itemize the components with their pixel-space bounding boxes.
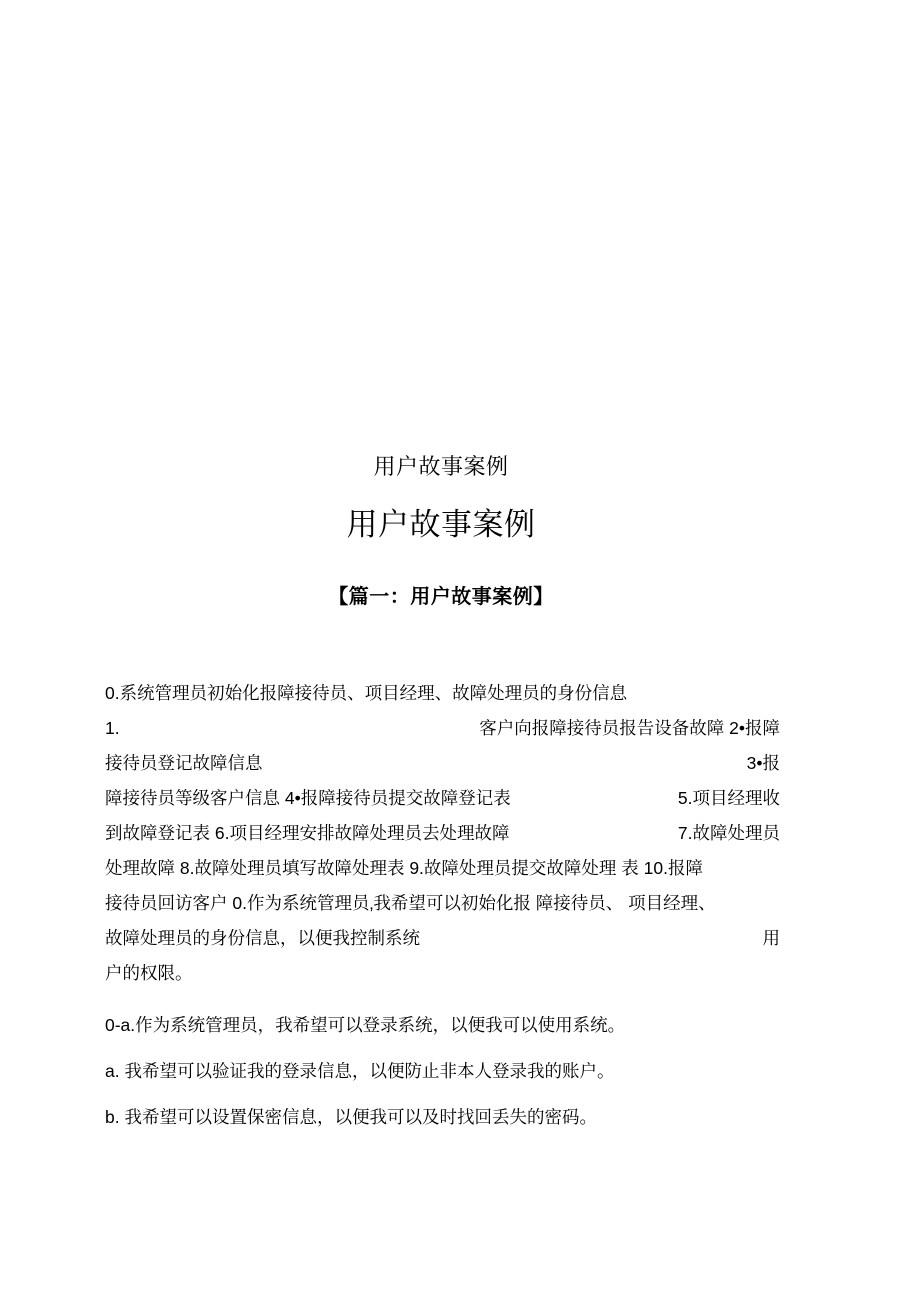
justify-gap xyxy=(263,746,747,781)
document-title-large: 用户故事案例 xyxy=(346,507,536,542)
story-line: b. 我希望可以设置保密信息，以便我可以及时找回丢失的密码。 xyxy=(105,1107,597,1127)
paragraph-spacer xyxy=(105,1089,780,1100)
paragraph-spacer xyxy=(105,1043,780,1054)
workflow-line xyxy=(105,711,780,746)
workflow-line: 接待员回访客户 0.作为系统管理员‚我希望可以初始化报 障接待员、 项目经理、 xyxy=(105,893,716,913)
paragraph-story-0a xyxy=(105,1008,780,1043)
workflow-line-right: 3•报 xyxy=(746,753,780,773)
paragraph-spacer xyxy=(105,991,780,1008)
paragraph-numbered-intro xyxy=(105,676,780,711)
workflow-line-right: 5.项目经理收 xyxy=(677,788,780,808)
justify-gap xyxy=(509,816,677,851)
workflow-line-right: 用 xyxy=(762,928,780,948)
workflow-line: 户的权限。 xyxy=(105,963,193,983)
document-subtitle: 【篇一：用户故事案例】 xyxy=(328,586,554,608)
paragraph-story-b xyxy=(105,1100,780,1135)
paragraph-workflow-steps xyxy=(105,711,780,991)
intro-line: 0.系统管理员初始化报障接待员、项目经理、故障处理员的身份信息 xyxy=(105,683,628,703)
workflow-line-left: 故障处理员的身份信息，以便我控制系统 xyxy=(105,928,420,948)
justify-gap xyxy=(511,781,678,816)
paragraph-story-a xyxy=(105,1054,780,1089)
document-body xyxy=(105,676,780,1135)
workflow-line xyxy=(105,781,780,816)
story-line: a. 我希望可以验证我的登录信息，以便防止非本人登录我的账户。 xyxy=(105,1061,615,1081)
workflow-line-left: 障接待员等级客户信息 4•报障接待员提交故障登记表 xyxy=(105,788,511,808)
justify-gap xyxy=(120,711,480,746)
workflow-line-right: 客户向报障接待员报告设备故障 2•报障 xyxy=(479,718,780,738)
workflow-line: 处理故障 8.故障处理员填写故障处理表 9.故障处理员提交故障处理 表 10.报障 xyxy=(105,858,703,878)
workflow-line-right: 7.故障处理员 xyxy=(677,823,780,843)
workflow-line xyxy=(105,921,780,956)
document-title-small: 用户故事案例 xyxy=(373,454,509,479)
workflow-line-left: 1. xyxy=(105,718,120,738)
workflow-line xyxy=(105,816,780,851)
justify-gap xyxy=(420,921,763,956)
workflow-line xyxy=(105,746,780,781)
workflow-line-left: 到故障登记表 6.项目经理安排故障处理员去处理故障 xyxy=(105,823,510,843)
workflow-line-left: 接待员登记故障信息 xyxy=(105,753,263,773)
story-line: 0-a.作为系统管理员，我希望可以登录系统，以便我可以使用系统。 xyxy=(105,1015,626,1035)
